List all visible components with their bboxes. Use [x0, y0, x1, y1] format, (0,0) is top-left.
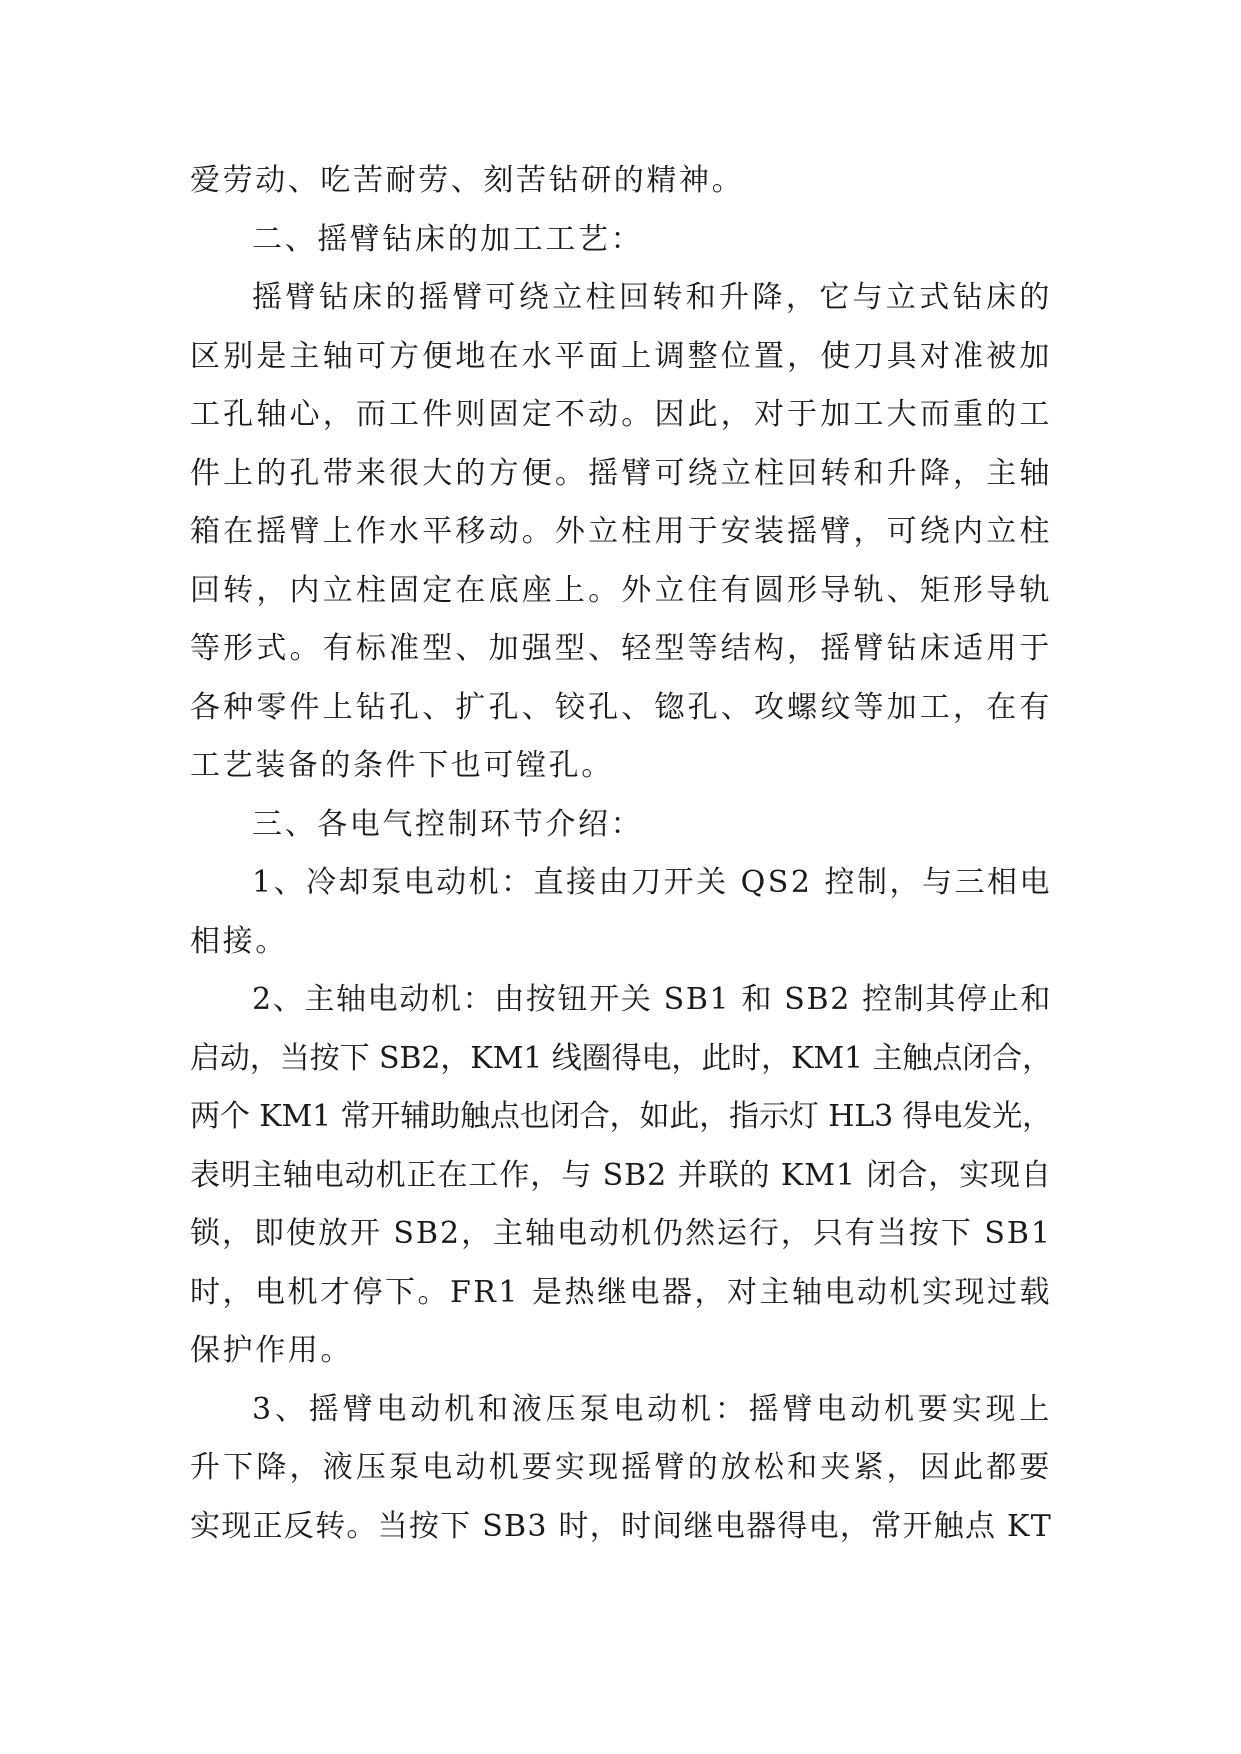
text-line: 时，电机才停下。FR1 是热继电器，对主轴电动机实现过载 — [190, 1274, 1052, 1310]
text-line: 实现正反转。当按下 SB3 时，时间继电器得电，常开触点 KT — [190, 1508, 1052, 1544]
text-line: 等形式。有标准型、加强型、轻型等结构，摇臂钻床适用于 — [190, 631, 1052, 666]
text-line: 摇臂钻床的摇臂可绕立柱回转和升降，它与立式钻床的 — [252, 280, 1052, 315]
text-line: 区别是主轴可方便地在水平面上调整位置，使刀具对准被加 — [190, 338, 1052, 374]
text-line: 保护作用。 — [190, 1333, 353, 1368]
document-body — [190, 152, 1052, 1556]
text-line: 回转，内立柱固定在底座上。外立住有圆形导轨、矩形导轨 — [190, 572, 1052, 608]
text-line: 爱劳动、吃苦耐劳、刻苦钻研的精神。 — [190, 163, 745, 198]
text-line: 工艺装备的条件下也可镗孔。 — [190, 748, 614, 783]
text-line: 二、摇臂钻床的加工工艺： — [252, 221, 644, 257]
text-line: 锁，即使放开 SB2，主轴电动机仍然运行，只有当按下 SB1 — [190, 1216, 1052, 1251]
text-line: 升下降，液压泵电动机要实现摇臂的放松和夹紧，因此都要 — [190, 1450, 1052, 1485]
text-line: 3、摇臂电动机和液压泵电动机：摇臂电动机要实现上 — [252, 1391, 1052, 1427]
text-line: 2、主轴电动机：由按钮开关 SB1 和 SB2 控制其停止和 — [252, 982, 1052, 1017]
text-line: 三、各电气控制环节介绍： — [252, 806, 644, 842]
text-line: 箱在摇臂上作水平移动。外立柱用于安装摇臂，可绕内立柱 — [190, 514, 1052, 549]
text-line: 各种零件上钻孔、扩孔、铰孔、锪孔、攻螺纹等加工，在有 — [190, 689, 1052, 725]
text-line: 件上的孔带来很大的方便。摇臂可绕立柱回转和升降，主轴 — [190, 455, 1052, 491]
text-line: 工孔轴心，而工件则固定不动。因此，对于加工大而重的工 — [190, 397, 1052, 432]
text-line: 启动，当按下 SB2，KM1 线圈得电，此时，KM1 主触点闭合， — [190, 1040, 1052, 1076]
text-line: 相接。 — [190, 923, 288, 959]
text-line: 两个 KM1 常开辅助触点也闭合，如此，指示灯 HL3 得电发光， — [190, 1099, 1052, 1134]
text-line: 1、冷却泵电动机：直接由刀开关 QS2 控制，与三相电 — [252, 865, 1052, 900]
text-line: 表明主轴电动机正在工作，与 SB2 并联的 KM1 闭合，实现自 — [190, 1157, 1052, 1193]
